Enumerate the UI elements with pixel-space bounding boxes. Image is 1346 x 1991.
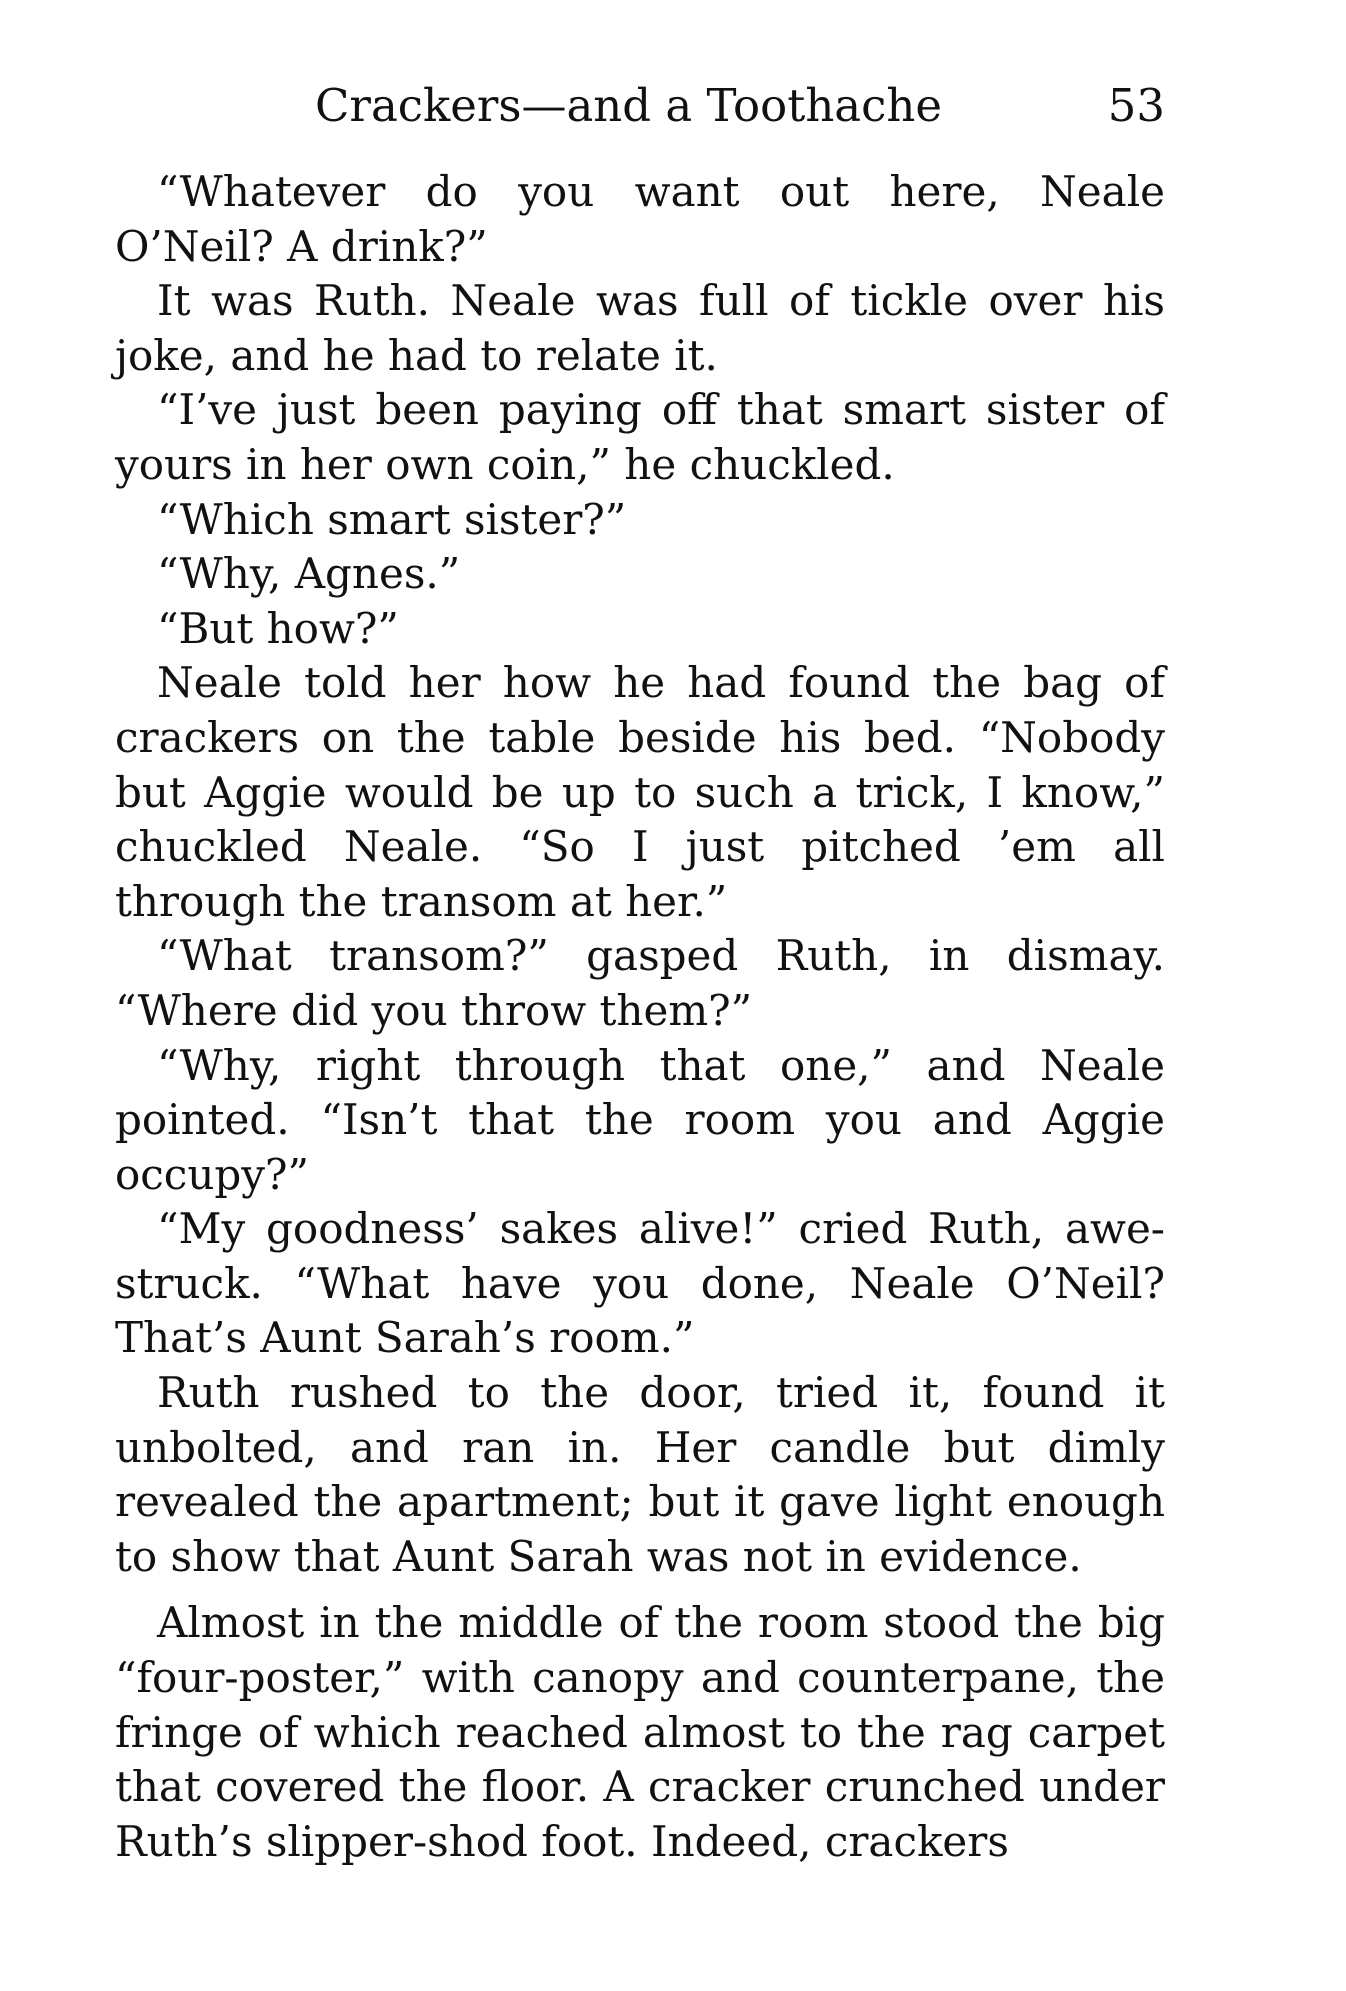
paragraph: It was Ruth. Neale was full of tickle over his joke, and he had to relate it.	[115, 276, 1179, 380]
paragraph: “Whatever do you want out here, Neale O’Neil? A drink?”	[115, 167, 1179, 271]
page-header	[115, 70, 1165, 142]
paragraph: “Which smart sister?”	[157, 494, 627, 544]
running-title: Crackers—and a Toothache	[315, 79, 942, 132]
paragraph: “What transom?” gasped Ruth, in dismay. “Where did you throw them?”	[115, 931, 1179, 1035]
paragraph: “Why, Agnes.”	[157, 549, 461, 599]
page-number: 53	[1107, 79, 1165, 132]
paragraph: “My goodness’ sakes alive!” cried Ruth, awe-struck. “What have you done, Neale O’Neil? That’s Aunt Sarah’s room.”	[115, 1204, 1179, 1363]
paragraph: Almost in the middle of the room stood the big “four-poster,” with canopy and counterpane, the fringe of which reached almost to the rag carpet that covered the floor. A cracker crunched under Ruth’s slipper-shod foot. Indeed, crackers	[115, 1598, 1179, 1866]
body-text	[115, 165, 1179, 1869]
paragraph: Neale told her how he had found the bag of crackers on the table beside his bed. “Nobody but Aggie would be up to such a trick, I know,” chuckled Neale. “So I just pitched ’em all through the transom at her.”	[115, 658, 1179, 926]
paragraph: “I’ve just been paying off that smart sister of yours in her own coin,” he chuckled.	[115, 385, 1179, 489]
paragraph: “But how?”	[157, 603, 399, 653]
paragraph: “Why, right through that one,” and Neale pointed. “Isn’t that the room you and Aggie occupy?”	[115, 1040, 1179, 1199]
paragraph: Ruth rushed to the door, tried it, found it unbolted, and ran in. Her candle but dimly revealed the apartment; but it gave light enough to show that Aunt Sarah was not in evidence.	[115, 1368, 1179, 1581]
